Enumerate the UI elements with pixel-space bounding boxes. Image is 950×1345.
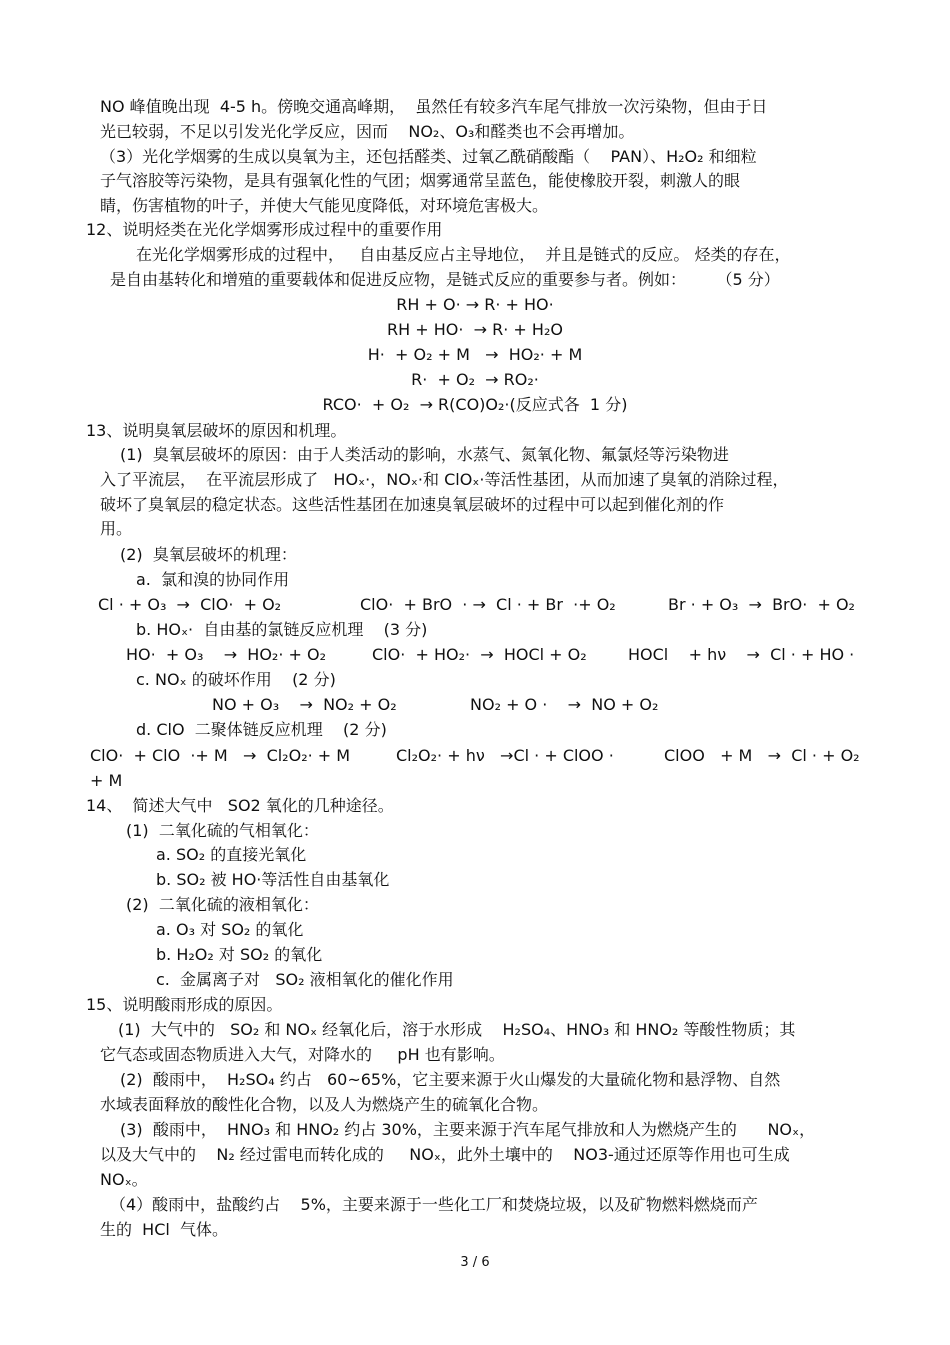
page-number: 3 / 6 [460, 1255, 490, 1270]
text-line: 光已较弱，不足以引发光化学反应，因而 NO₂、O₃和醛类也不会再增加。 [100, 122, 635, 141]
text-line: a. SO₂ 的直接光氧化 [156, 845, 307, 864]
text-line: 破坏了臭氧层的稳定状态。这些活性基团在加速臭氧层破坏的过程中可以起到催化剂的作 [100, 495, 725, 514]
equation: H· + O₂ + M → HO₂· + M [367, 345, 583, 364]
text-line: 以及大气中的 N₂ 经过雷电而转化成的 NOₓ，此外土壤中的 NO3-通过还原等作用也可生成 [100, 1145, 790, 1164]
text-line: （4）酸雨中，盐酸约占 5%，主要来源于一些化工厂和焚烧垃圾，以及矿物燃料燃烧而产 [110, 1195, 758, 1214]
text-line: 它气态或固态物质进入大气，对降水的 pH 也有影响。 [100, 1045, 505, 1064]
text-line: (1) 大气中的 SO₂ 和 NOₓ 经氧化后，溶于水形成 H₂SO₄、HNO₃ 和 HNO₂ 等酸性物质；其 [118, 1020, 796, 1039]
question-15-heading: 15、说明酸雨形成的原因。 [86, 995, 283, 1014]
equation: RH + O· → R· + HO· [396, 295, 554, 314]
equation: Br · + O₃ → BrO· + O₂ [668, 595, 855, 614]
text-line: (1) 二氧化硫的气相氧化： [126, 821, 319, 840]
question-13-heading: 13、说明臭氧层破坏的原因和机理。 [86, 421, 347, 440]
question-14-heading: 14、 简述大气中 SO2 氧化的几种途径。 [86, 796, 394, 815]
equation: NO₂ + O · → NO + O₂ [470, 695, 659, 714]
text-line: NO 峰值晚出现 4-5 h。傍晚交通高峰期， 虽然任有较多汽车尾气排放一次污染物，但由于日 [100, 97, 768, 116]
equation: ClO· + ClO ·+ M → Cl₂O₂· + M [90, 746, 351, 765]
text-line: d. ClO 二聚体链反应机理 (2 分) [136, 720, 387, 739]
text-line: 入了平流层， 在平流层形成了 HOₓ·，NOₓ·和 ClOₓ·等活性基团，从而加速了臭氧的消除过程， [100, 470, 789, 489]
text-line: 在光化学烟雾形成的过程中， 自由基反应占主导地位， 并且是链式的反应。 烃类的存在， [136, 245, 791, 264]
equation: RH + HO· → R· + H₂O [387, 320, 563, 339]
equation: ClOO + M → Cl · + O₂ [664, 746, 860, 765]
text-line: a. O₃ 对 SO₂ 的氧化 [156, 920, 304, 939]
equation: Cl₂O₂· + hν →Cl · + ClOO · [396, 746, 614, 765]
equation: NO + O₃ → NO₂ + O₂ [212, 695, 397, 714]
text-line: c. NOₓ 的破坏作用 (2 分) [136, 670, 336, 689]
text-line: (3) 酸雨中， HNO₃ 和 HNO₂ 约占 30%，主要来源于汽车尾气排放和人为燃烧产生的 NOₓ， [120, 1120, 816, 1139]
text-line: (1) 臭氧层破坏的原因：由于人类活动的影响，水蒸气、氮氧化物、氟氯烃等污染物进 [120, 445, 729, 464]
text-line: NOₓ。 [100, 1170, 148, 1189]
text-line: （3）光化学烟雾的生成以臭氧为主，还包括醛类、过氧乙酰硝酸酯（ PAN）、H₂O₂ 和细粒 [100, 147, 757, 166]
equation: HOCl + hν → Cl · + HO · [628, 645, 855, 664]
text-line: 水域表面释放的酸性化合物，以及人为燃烧产生的硫氧化合物。 [100, 1095, 549, 1114]
text-line: b. SO₂ 被 HO·等活性自由基氧化 [156, 870, 390, 889]
text-line: 生的 HCl 气体。 [100, 1220, 228, 1239]
text-line: b. H₂O₂ 对 SO₂ 的氧化 [156, 945, 323, 964]
equation: R· + O₂ → RO₂· [411, 370, 539, 389]
text-line: (2) 臭氧层破坏的机理： [120, 545, 297, 564]
text-line: 睛，伤害植物的叶子，并使大气能见度降低，对环境危害极大。 [100, 196, 549, 215]
text-line: 子气溶胶等污染物，是具有强氧化性的气团；烟雾通常呈蓝色，能使橡胶开裂，刺激人的眼 [100, 171, 741, 190]
question-12-heading: 12、说明烃类在光化学烟雾形成过程中的重要作用 [86, 220, 443, 239]
equation: Cl · + O₃ → ClO· + O₂ [98, 595, 282, 614]
equation: ClO· + BrO · → Cl · + Br ·+ O₂ [360, 595, 616, 614]
text-line: c. 金属离子对 SO₂ 液相氧化的催化作用 [156, 970, 454, 989]
text-line: b. HOₓ· 自由基的氯链反应机理 (3 分) [136, 620, 428, 639]
equation: ClO· + HO₂· → HOCl + O₂ [372, 645, 587, 664]
text-line: a. 氯和溴的协同作用 [136, 570, 290, 589]
text-line: (2) 二氧化硫的液相氧化： [126, 895, 319, 914]
text-line: 是自由基转化和增殖的重要载体和促进反应物，是链式反应的重要参与者。例如： （5 分） [110, 270, 780, 289]
equation: HO· + O₃ → HO₂· + O₂ [126, 645, 327, 664]
equation: RCO· + O₂ → R(CO)O₂·(反应式各 1 分) [322, 395, 628, 414]
equation: + M [90, 771, 123, 790]
text-line: (2) 酸雨中， H₂SO₄ 约占 60~65%，它主要来源于火山爆发的大量硫化物和悬浮物、自然 [120, 1070, 781, 1089]
text-line: 用。 [100, 519, 133, 538]
